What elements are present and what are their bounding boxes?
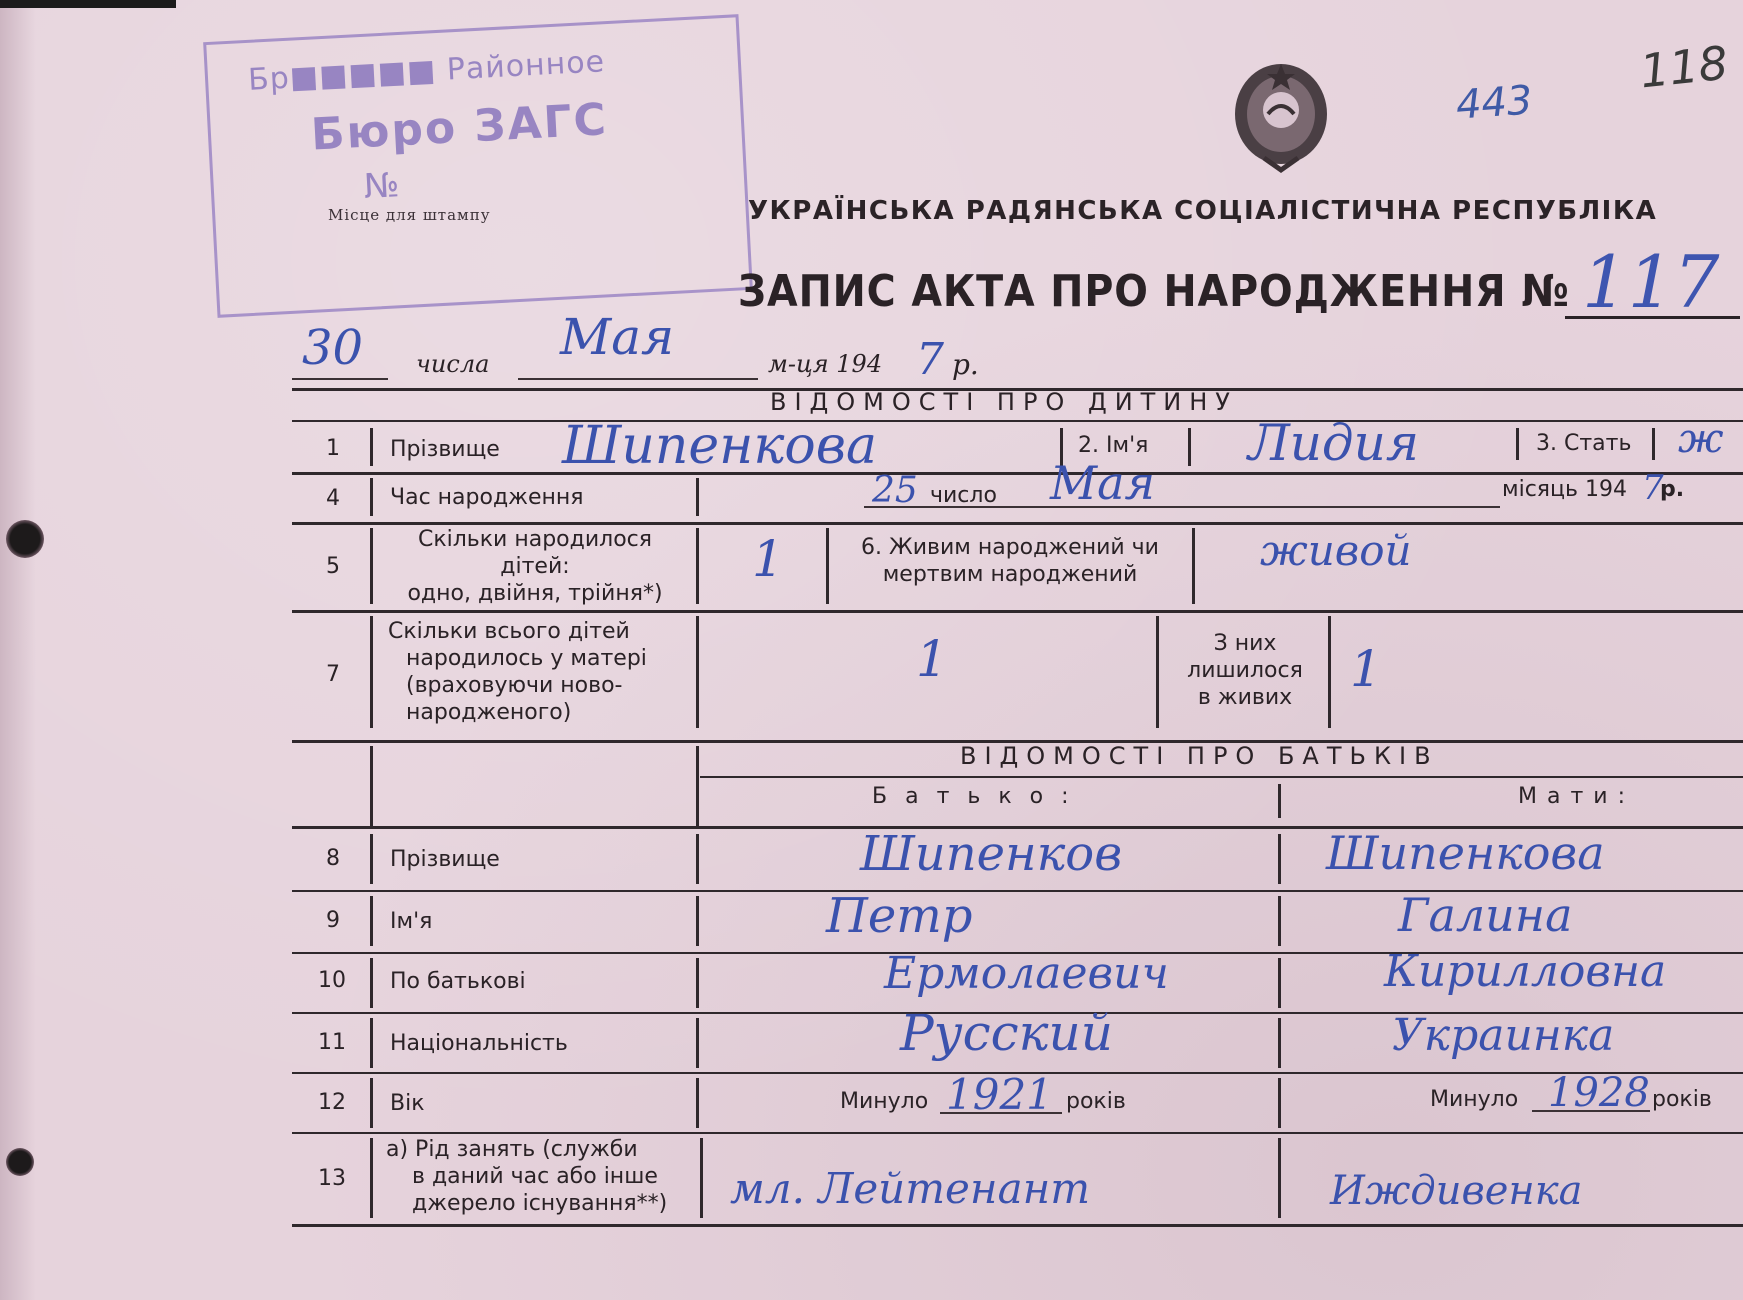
row-number: 12 [318, 1090, 346, 1115]
field-label: Прізвище [390, 847, 500, 872]
field-label-line: З них [1213, 631, 1277, 656]
record-title: ЗАПИС АКТА ПРО НАРОДЖЕННЯ № [738, 266, 1570, 317]
divider [370, 958, 373, 1008]
field-label-line: а) Рід занять (служби [386, 1137, 638, 1162]
field-label: Минуло [1430, 1087, 1519, 1112]
divider [1328, 616, 1331, 728]
father-header: Батько: [872, 784, 1087, 809]
field-label [386, 1136, 667, 1217]
binder-hole [6, 520, 44, 558]
divider [370, 1018, 373, 1068]
divider [1192, 528, 1195, 604]
field-label [1160, 630, 1330, 711]
row-number: 1 [326, 436, 340, 461]
child-section-title: ВІДОМОСТІ ПРО ДИТИНУ [770, 388, 1238, 416]
field-label-line: народилось у матері [406, 646, 647, 671]
field-label: Минуло [840, 1089, 929, 1114]
row-number: 7 [326, 662, 340, 687]
divider [696, 896, 699, 946]
field-label-line: Скільки народилося [417, 527, 653, 552]
divider [1278, 896, 1281, 946]
field-label-line: лишилося [1187, 658, 1303, 683]
field-label: 3. Стать [1536, 431, 1632, 456]
father-occupation-value: мл. Лейтенант [730, 1164, 1091, 1213]
row-number: 13 [318, 1166, 346, 1191]
republic-title: УКРАЇНСЬКА РАДЯНСЬКА СОЦІАЛІСТИЧНА РЕСПУБЛІКА [748, 196, 1658, 226]
birth-year-digit: 7 [1642, 468, 1664, 508]
rule [700, 776, 1743, 778]
field-label-line: народженого) [406, 700, 572, 725]
mother-patronymic-value: Кирилловна [1384, 946, 1667, 997]
divider [1156, 616, 1159, 728]
divider [370, 834, 373, 884]
mother-header: Мати: [1518, 784, 1635, 809]
stamp-line-3: № [362, 165, 401, 207]
date-day: 30 [302, 320, 364, 376]
born-alive-value: живой [1260, 526, 1412, 575]
field-label-line: в даний час або інше [412, 1164, 658, 1189]
field-label [830, 534, 1190, 588]
binder-hole [6, 1148, 34, 1176]
divider [1188, 428, 1191, 466]
mother-birth-year-value: 1928 [1548, 1070, 1650, 1116]
divider [370, 896, 373, 946]
field-label-line: одно, двійня, трійня*) [407, 581, 663, 606]
rule [292, 1224, 1743, 1227]
divider [700, 1138, 703, 1218]
binder-edge [0, 0, 36, 1300]
divider [1278, 834, 1281, 884]
total-children-value: 1 [916, 630, 948, 688]
field-label-line: джерело існування**) [412, 1191, 668, 1216]
corner-mark [0, 0, 176, 8]
row-number: 4 [326, 486, 340, 511]
divider [696, 1078, 699, 1128]
divider [696, 746, 699, 826]
field-label: років [1066, 1089, 1126, 1114]
field-label: По батькові [390, 969, 526, 994]
divider [370, 746, 373, 826]
date-month-label: м-ця 194 [768, 350, 883, 378]
field-label: Час народження [390, 485, 584, 510]
field-label: Прізвище [390, 437, 500, 462]
children-alive-value: 1 [1350, 640, 1382, 698]
date-month: Мая [560, 308, 675, 366]
father-nationality-value: Русский [900, 1004, 1113, 1062]
divider [1278, 784, 1281, 818]
row-number: 8 [326, 846, 340, 871]
stamp-place-label: Місце для штампу [328, 206, 491, 224]
stamp-line-2: Бюро ЗАГС [309, 94, 610, 161]
record-number: 117 [1582, 240, 1720, 324]
father-birth-year-value: 1921 [946, 1070, 1053, 1119]
rule [292, 1132, 1743, 1134]
date-month-underline [518, 378, 758, 380]
field-label: р. [1660, 477, 1685, 502]
mother-surname-value: Шипенкова [1326, 826, 1605, 880]
mother-occupation-value: Иждивенка [1330, 1168, 1583, 1214]
field-label-line: в живих [1197, 685, 1293, 710]
divider [1278, 1138, 1281, 1218]
field-label: років [1652, 1087, 1712, 1112]
rule [292, 522, 1743, 525]
field-label: число [930, 483, 997, 508]
rule [292, 610, 1743, 613]
date-year-digit: 7 [916, 334, 944, 385]
row-number: 5 [326, 554, 340, 579]
date-day-underline [292, 378, 388, 380]
field-label: Вік [390, 1091, 425, 1116]
divider [696, 1018, 699, 1068]
divider [370, 1138, 373, 1218]
divider [1516, 428, 1519, 460]
divider [696, 528, 699, 604]
rule [292, 472, 1743, 475]
row-number: 10 [318, 968, 346, 993]
field-label [388, 618, 647, 726]
state-emblem-icon [1228, 58, 1334, 174]
date-year-suffix: р. [952, 348, 979, 381]
field-label: 2. Ім'я [1078, 433, 1149, 458]
divider [1278, 1018, 1281, 1068]
child-sex-value: ж [1678, 416, 1724, 462]
field-label: місяць 194 [1502, 477, 1627, 502]
father-patronymic-value: Ермолаевич [884, 948, 1169, 999]
field-label-line: (враховуючи ново- [406, 673, 623, 698]
mother-name-value: Галина [1398, 888, 1573, 942]
divider [1278, 1078, 1281, 1128]
divider [1652, 428, 1655, 460]
rule [292, 420, 1743, 422]
child-name-value: Лидия [1248, 414, 1419, 472]
divider [370, 428, 373, 466]
divider [370, 528, 373, 604]
divider [696, 478, 699, 516]
row-number: 9 [326, 908, 340, 933]
date-day-label: числа [416, 350, 490, 378]
field-label: Національність [390, 1031, 568, 1056]
archive-number: 443 [1454, 77, 1534, 129]
father-name-value: Петр [826, 888, 973, 944]
field-label-line: мертвим народжений [882, 562, 1138, 587]
field-label: Ім'я [390, 909, 433, 934]
divider [370, 478, 373, 516]
divider [696, 834, 699, 884]
divider [370, 616, 373, 728]
birth-month-value: Мая [1050, 456, 1155, 510]
birth-day-value: 25 [872, 470, 918, 511]
page-number: 118 [1637, 35, 1731, 99]
mother-nationality-value: Украинка [1392, 1010, 1615, 1061]
field-label-line: 6. Живим народжений чи [861, 535, 1159, 560]
row-number: 11 [318, 1030, 346, 1055]
child-surname-value: Шипенкова [562, 416, 877, 476]
divider [1278, 958, 1281, 1008]
divider [370, 1078, 373, 1128]
father-surname-value: Шипенков [860, 826, 1123, 882]
children-born-value: 1 [752, 530, 784, 588]
parents-section-title: ВІДОМОСТІ ПРО БАТЬКІВ [960, 742, 1439, 770]
field-label [376, 526, 694, 607]
divider [696, 958, 699, 1008]
registry-stamp [203, 14, 753, 318]
divider [696, 616, 699, 728]
field-label-line: дітей: [500, 554, 570, 579]
field-label-line: Скільки всього дітей [388, 619, 630, 644]
divider [826, 528, 829, 604]
stamp-line-1: Бр■■■■■ Районное [247, 44, 606, 98]
